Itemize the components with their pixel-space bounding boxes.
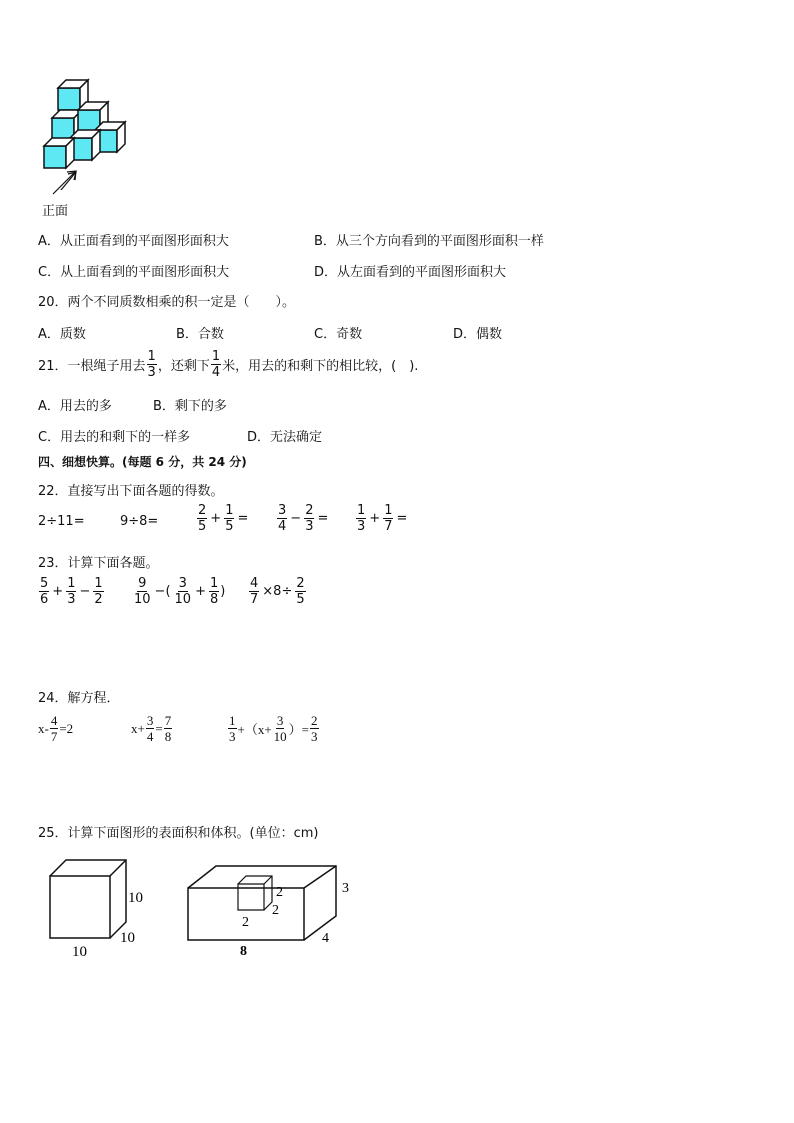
q24-stem: 24．解方程．	[38, 691, 120, 706]
q20-option-a[interactable]: A．质数	[38, 327, 86, 342]
fraction: $\frac{1}{4}$	[211, 349, 221, 380]
q19-option-d[interactable]: D．从左面看到的平面图形面积大	[314, 265, 507, 280]
q24-eq-3: $\frac{1}{3}$ +（x+ $\frac{3}{10}$ ）= $\frac{2}{3}$	[229, 713, 318, 744]
box-depth-label: 4	[322, 931, 329, 946]
q20-stem: 20．两个不同质数相乘的积一定是（ ）。	[38, 295, 296, 310]
q21-option-b[interactable]: B．剩下的多	[153, 399, 227, 414]
small-cube-label-height: 2	[276, 885, 283, 900]
q22-expr-1: 2÷11=	[38, 514, 85, 529]
box-figure	[180, 852, 360, 964]
q24-eq-2: x+ $\frac{3}{4}$ = $\frac{7}{8}$	[131, 713, 172, 744]
q22-expr-2: 9÷8=	[120, 514, 159, 529]
front-label: 正面	[42, 204, 69, 219]
q22-stem: 22．直接写出下面各题的得数。	[38, 484, 224, 499]
q20-option-d[interactable]: D．偶数	[453, 327, 503, 342]
q21-stem-start: 21．一根绳子用去	[38, 359, 146, 374]
q21-option-c[interactable]: C．用去的和剩下的一样多	[38, 430, 191, 445]
q20-option-b[interactable]: B．合数	[176, 327, 224, 342]
box-height-label: 3	[342, 881, 349, 896]
front-arrow	[50, 168, 80, 198]
cube-width-label: 10	[72, 944, 87, 960]
small-cube-label-side: 2	[272, 903, 279, 918]
q22-expr-4: $\frac{3}{4}$ − $\frac{2}{3}$ =	[278, 503, 329, 534]
q20-option-c[interactable]: C．奇数	[314, 327, 363, 342]
q22-expr-3: $\frac{2}{5}$ + $\frac{1}{5}$ =	[198, 503, 249, 534]
cube-height-label: 10	[128, 890, 143, 906]
fraction: $\frac{1}{3}$	[147, 349, 156, 380]
q24-eq-1: x- $\frac{4}{7}$ =2	[38, 713, 74, 744]
q25-stem: 25．计算下面图形的表面积和体积。(单位：cm)	[38, 826, 319, 841]
box-length-label: 8	[240, 944, 247, 959]
q21-option-d[interactable]: D．无法确定	[247, 430, 323, 445]
q23-expr-3: $\frac{4}{7}$ ×8÷ $\frac{2}{5}$	[250, 576, 305, 607]
q19-option-c[interactable]: C．从上面看到的平面图形面积大	[38, 265, 230, 280]
q19-option-b[interactable]: B．从三个方向看到的平面图形面积一样	[314, 234, 544, 249]
cube-depth-label: 10	[120, 930, 135, 946]
q23-stem: 23．计算下面各题。	[38, 556, 159, 571]
cube-figure	[40, 852, 160, 964]
q21-stem-end: 米，用去的和剩下的相比较，( ).	[222, 359, 419, 374]
section-title: 四、细想快算。(每题 6 分，共 24 分)	[38, 455, 247, 469]
small-cube-label-bottom: 2	[242, 915, 249, 930]
q21-stem	[38, 350, 418, 379]
q23-expr-1: $\frac{5}{6}$ + $\frac{1}{3}$ − $\frac{1}{2}$	[40, 576, 103, 607]
q22-expr-5: $\frac{1}{3}$ + $\frac{1}{7}$ =	[357, 503, 408, 534]
q21-stem-mid: ，还剩下	[157, 359, 210, 374]
q21-option-a[interactable]: A．用去的多	[38, 399, 112, 414]
q23-expr-2: $\frac{9}{10}$ −( $\frac{3}{10}$ + $\frac{1}{8}$ )	[134, 576, 226, 607]
q19-option-a[interactable]: A．从正面看到的平面图形面积大	[38, 234, 229, 249]
